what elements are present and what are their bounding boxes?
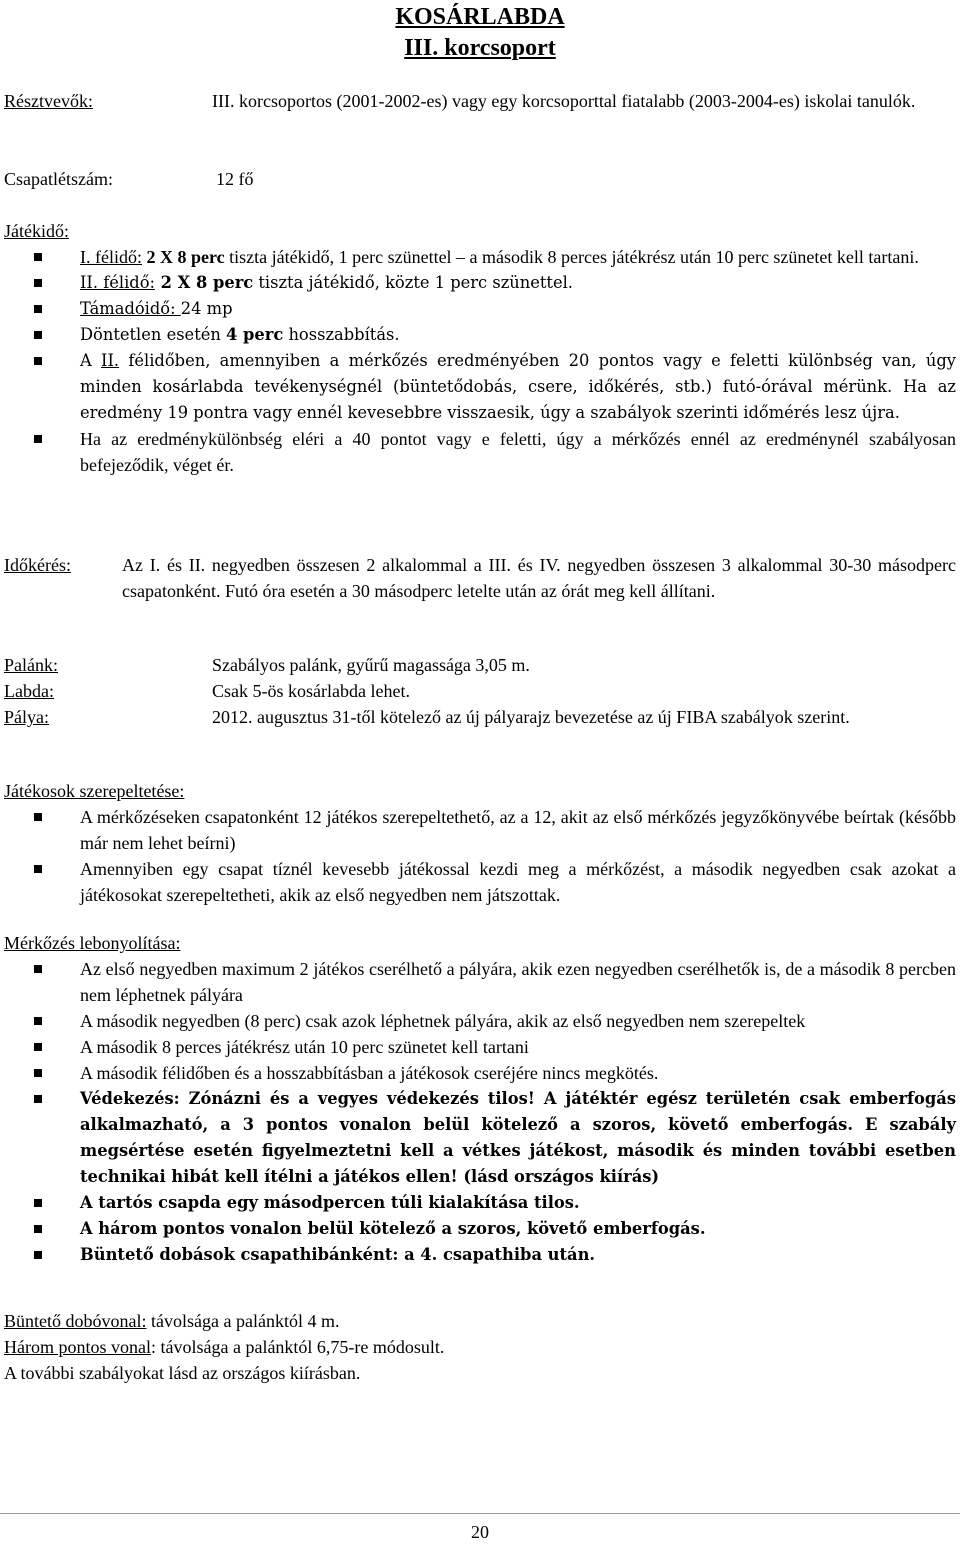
- timeouts-label: Időkérés:: [4, 555, 71, 575]
- list-item: A második félidőben és a hosszabbításban a játékosok cseréjére nincs megkötés.: [0, 1060, 956, 1086]
- list-item: A II. félidőben, amennyiben a mérkőzés eredményében 20 pontos vagy e feletti különbség van, úgy minden kosárlabda tevékenységnél (büntetődobás, csere, időkérés, stb.) futó-órával mérünk. Ha az eredmény 19 pontra vagy ennél kevesebbre visszaesik, úgy a szabályok szerinti időmérés lesz újra.: [0, 348, 956, 426]
- list-item: Az első negyedben maximum 2 játékos cserélhető a pályára, akik ezen negyedben cserélhetők is, de a második 8 percben nem léphetnek pályára: [0, 956, 956, 1008]
- page-number: 20: [471, 1522, 489, 1542]
- playtime-label: Játékidő:: [4, 221, 69, 241]
- players-list: [0, 804, 956, 908]
- board-text: Szabályos palánk, gyűrű magassága 3,05 m.: [212, 655, 530, 675]
- match-list: [0, 956, 956, 1268]
- list-item: Védekezés: Zónázni és a vegyes védekezés tilos! A játéktér egész területén csak emberfogás alkalmazható, a 3 pontos vonalon belül kötelező a szoros, követő emberfogás. E szabály megsértése esetén figyelmeztetni kell a vétkes játékost, második és minden további esetben technikai hibát kell ítélni a játékos ellen! (lásd országos kiírás): [0, 1086, 956, 1190]
- list-item: A második 8 perces játékrész után 10 perc szünetet kell tartani: [0, 1034, 956, 1060]
- list-item: A három pontos vonalon belül kötelező a szoros, követő emberfogás.: [0, 1216, 956, 1242]
- board-label: Palánk:: [4, 655, 58, 675]
- team-size-value: 12 fő: [216, 169, 254, 189]
- list-item: Támadóidő: 24 mp: [0, 296, 956, 322]
- list-item: A mérkőzéseken csapatonként 12 játékos szerepeltethető, az a 12, akit az első mérkőzés jegyzőkönyvébe beírtak (később már nem lehet beírni): [0, 804, 956, 856]
- list-item: A második negyedben (8 perc) csak azok léphetnek pályára, akik az első negyedben nem szerepeltek: [0, 1008, 956, 1034]
- title-age-group: III. korcsoport: [404, 35, 556, 61]
- list-item: Büntető dobások csapathibánként: a 4. csapathiba után.: [0, 1242, 956, 1268]
- list-item: II. félidő: 2 X 8 perc tiszta játékidő, közte 1 perc szünettel.: [0, 270, 956, 296]
- list-item: I. félidő: 2 X 8 perc tiszta játékidő, 1 perc szünettel – a második 8 perces játékrész után 10 perc szünetet kell tartani.: [0, 244, 956, 270]
- document-title: [0, 2, 960, 64]
- match-label: Mérkőzés lebonyolítása:: [4, 933, 181, 953]
- footer-divider: [0, 1513, 960, 1514]
- court-text: 2012. augusztus 31-től kötelező az új pályarajz bevezetése az új FIBA szabályok szerint.: [212, 707, 850, 727]
- list-item: Amennyiben egy csapat tíznél kevesebb játékossal kezdi meg a mérkőzést, a második negyedben csak azokat a játékosokat szerepeltetheti, akik az első negyedben nem játszottak.: [0, 856, 956, 908]
- participants-text: III. korcsoportos (2001-2002-es) vagy egy korcsoporttal fiatalabb (2003-2004-es) iskolai tanulók.: [212, 91, 916, 111]
- title-sport: KOSÁRLABDA: [395, 4, 565, 30]
- list-item: Ha az eredménykülönbség eléri a 40 pontot vagy e feletti, úgy a mérkőzés ennél az eredménynél szabályosan befejeződik, véget ér.: [0, 426, 956, 478]
- three-point-line: Három pontos vonal: távolsága a palánktól 6,75-re módosult.: [4, 1337, 445, 1357]
- participants-label: Résztvevők:: [4, 91, 93, 111]
- list-item: Döntetlen esetén 4 perc hosszabbítás.: [0, 322, 956, 348]
- ball-label: Labda:: [4, 681, 54, 701]
- players-label: Játékosok szerepeltetése:: [4, 781, 185, 801]
- free-throw-line: Büntető dobóvonal: távolsága a palánktól 4 m.: [4, 1311, 340, 1331]
- timeouts-text: Az I. és II. negyedben összesen 2 alkalommal a III. és IV. negyedben összesen 3 alkalommal 30-30 másodperc csapatonként. Futó óra esetén a 30 másodperc letelte után az órát meg kell állítani.: [122, 555, 956, 601]
- further-rules: A további szabályokat lásd az országos kiírásban.: [4, 1363, 361, 1383]
- court-label: Pálya:: [4, 707, 49, 727]
- playtime-list: [0, 244, 956, 478]
- list-item: A tartós csapda egy másodpercen túli kialakítása tilos.: [0, 1190, 956, 1216]
- team-size-label: Csapatlétszám:: [4, 169, 113, 189]
- ball-text: Csak 5-ös kosárlabda lehet.: [212, 681, 410, 701]
